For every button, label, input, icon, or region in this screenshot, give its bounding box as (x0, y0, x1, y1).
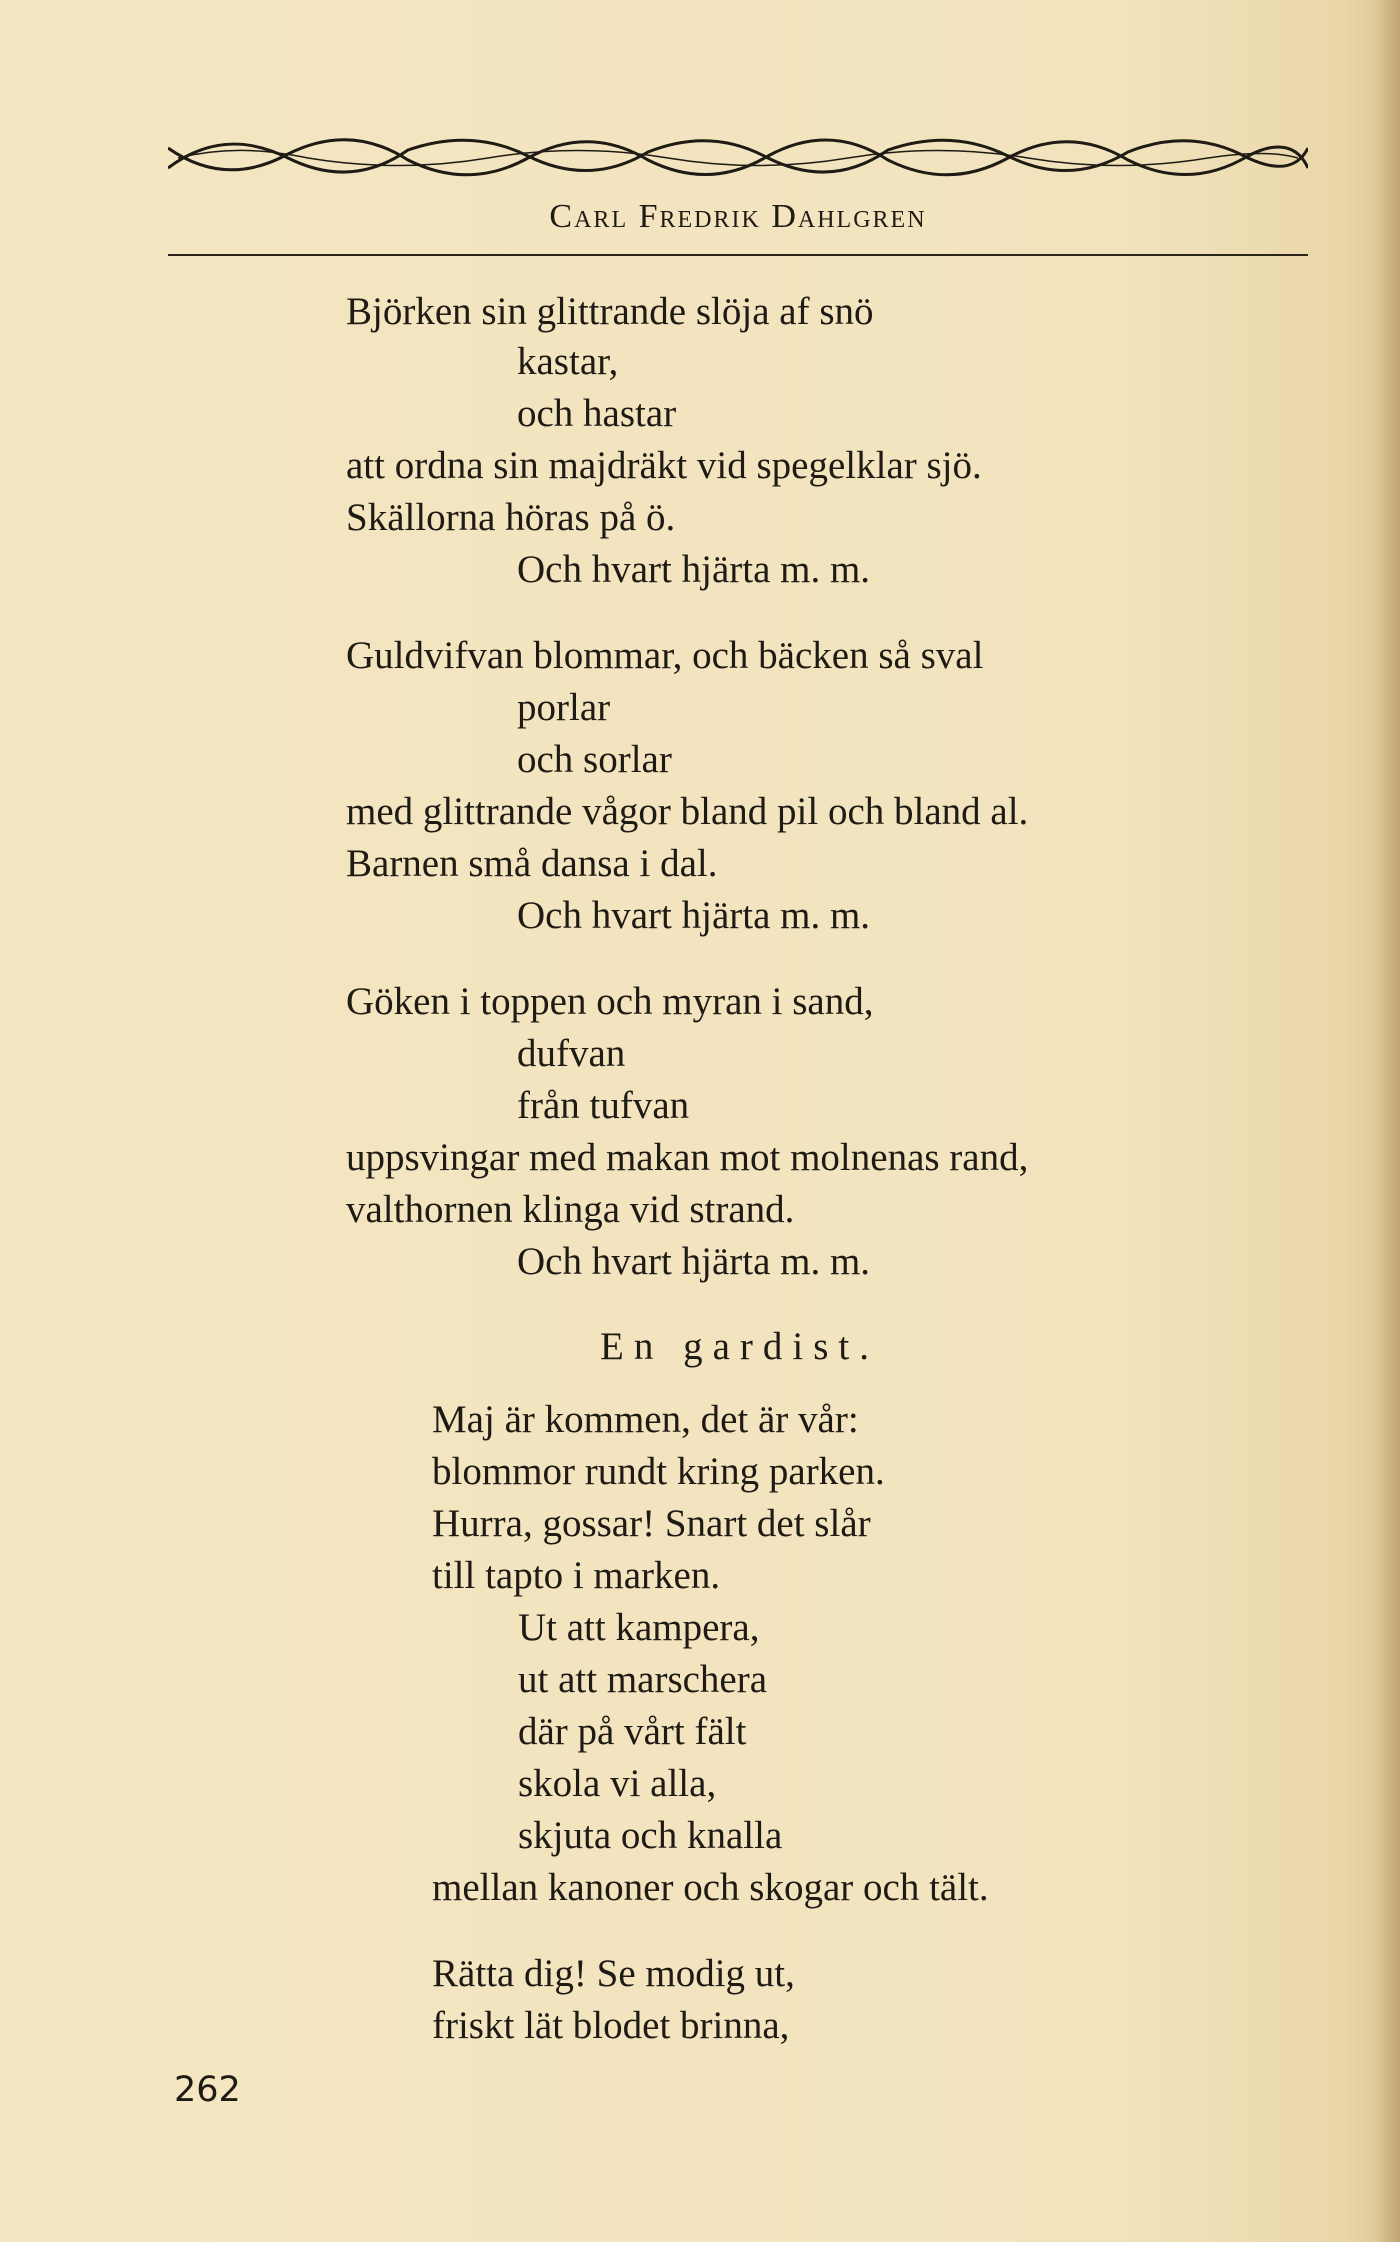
poem-line: uppsvingar med makan mot molnenas rand, (346, 1136, 1029, 1179)
poem-line: Maj är kommen, det är vår: (432, 1398, 859, 1441)
header-rule (168, 254, 1308, 256)
page-number: 262 (174, 2070, 241, 2110)
running-head: Carl Fredrik Dahlgren (549, 198, 927, 235)
poem-title: En gardist. (600, 1325, 879, 1368)
poem-line: och sorlar (517, 738, 672, 781)
poem-line: dufvan (517, 1032, 626, 1075)
braided-band-ornament (168, 128, 1308, 186)
poem-line: Rätta dig! Se modig ut, (432, 1952, 795, 1995)
page-edge-shadow (1374, 0, 1400, 2242)
poem-line: ut att marschera (518, 1658, 768, 1701)
poem-line: kastar, (517, 340, 619, 383)
poem-line: skola vi alla, (518, 1762, 717, 1805)
poem-line: att ordna sin majdräkt vid spegelklar sjö. (346, 444, 982, 487)
poem-line: från tufvan (517, 1084, 690, 1127)
poem-line: porlar (517, 686, 611, 729)
poem-line: Skällorna höras på ö. (346, 496, 676, 539)
poem-line: skjuta och knalla (518, 1814, 783, 1857)
poem-line: Och hvart hjärta m. m. (517, 548, 871, 591)
poem-line: mellan kanoner och skogar och tält. (432, 1866, 989, 1909)
poem-line: valthornen klinga vid strand. (346, 1188, 795, 1231)
poem-line: Ut att kampera, (518, 1606, 760, 1649)
poem-line: till tapto i marken. (432, 1554, 721, 1597)
poem-line: Göken i toppen och myran i sand, (346, 980, 874, 1023)
poem-line: Björken sin glittrande slöja af snö (346, 290, 874, 333)
poem-line: Guldvifvan blommar, och bäcken så sval (346, 634, 984, 677)
poem-line: och hastar (517, 392, 677, 435)
poem-line: där på vårt fält (518, 1710, 747, 1753)
poem-line: Hurra, gossar! Snart det slår (432, 1502, 871, 1545)
poem-line: Och hvart hjärta m. m. (517, 894, 871, 937)
poem-line: friskt lät blodet brinna, (432, 2004, 790, 2047)
poem-line: blommor rundt kring parken. (432, 1450, 885, 1493)
poem-line: Barnen små dansa i dal. (346, 842, 718, 885)
poem-line: Och hvart hjärta m. m. (517, 1240, 871, 1283)
poem-line: med glittrande vågor bland pil och bland al. (346, 790, 1029, 833)
